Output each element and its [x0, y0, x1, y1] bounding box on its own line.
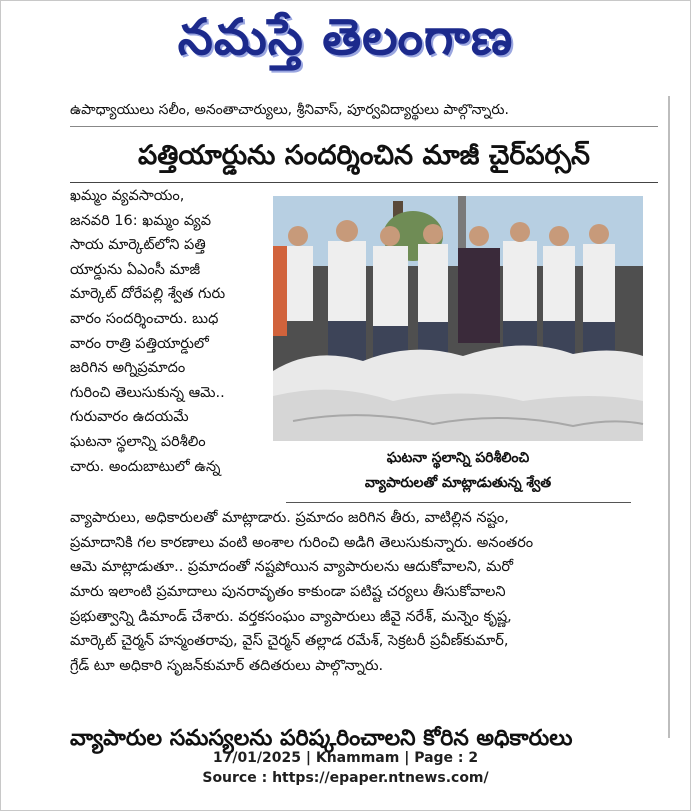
photo-illustration	[273, 196, 643, 441]
body-line: ఆమె మాట్లాడుతూ.. ప్రమాదంతో నష్టపోయిన వ్యాపారులను ఆదుకోవాలని, మరో	[70, 559, 514, 576]
divider	[286, 502, 631, 503]
next-headline-cutoff	[70, 724, 658, 751]
caption-line: ఘటనా స్థలాన్ని పరిశీలించి	[386, 450, 530, 466]
article-narrow-column	[70, 184, 264, 479]
body-line: జరిగిన అగ్నిప్రమాదం	[70, 360, 186, 377]
divider	[70, 182, 658, 183]
body-line: సాయ మార్కెట్‌లోని పత్తి	[70, 237, 206, 254]
previous-article-tail: ఉపాధ్యాయులు సలీం, అనంతాచార్యులు, శ్రీనివాస్, పూర్వవిద్యార్థులు పాల్గొన్నారు.	[70, 102, 509, 118]
body-line: ప్రభుత్వాన్ని డిమాండ్ చేశారు. వర్తకసంఘం వ్యాపారులు జీవై నరేశ్, మన్నెం కృష్ణ,	[70, 608, 512, 625]
body-line: ఖమ్మం వ్యవసాయం,	[70, 188, 185, 204]
divider	[70, 126, 658, 127]
body-line: గ్రేడ్ టూ అధికారి సృజన్‌కుమార్ తదితరులు పాల్గొన్నారు.	[70, 658, 384, 675]
body-line: వారం రాత్రి పత్తియార్డులో	[70, 335, 209, 352]
footer-source-line: Source : https://epaper.ntnews.com/	[202, 770, 489, 786]
body-line: జనవరి 16: ఖమ్మం వ్యవ	[70, 212, 211, 229]
body-line: వ్యాపారులు, అధికారులతో మాట్లాడారు. ప్రమాదం జరిగిన తీరు, వాటిల్లిన నష్టం,	[70, 510, 509, 526]
body-line: గురువారం ఉదయమే	[70, 409, 189, 426]
body-line: గురించి తెలుసుకున్న ఆమె..	[70, 384, 225, 401]
body-line: యార్డును ఏఎంసీ మాజీ	[70, 261, 201, 278]
caption-line: వ్యాపారులతో మాట్లాడుతున్న శ్వేత	[364, 475, 552, 491]
body-line: చారు. అందుబాటులో ఉన్న	[70, 458, 221, 475]
article-headline: పత్తియార్డును సందర్శించిన మాజీ చైర్‌పర్సన్	[138, 140, 590, 171]
newspaper-masthead	[0, 4, 691, 82]
body-line: వారం సందర్శించారు. బుధ	[70, 310, 219, 327]
body-line: ప్రమాదానికి గల కారణాలు వంటి అంశాల గురించి అడిగి తెలుసుకున్నారు. అనంతరం	[70, 534, 534, 551]
masthead-title: నమస్తే తెలంగాణ	[177, 7, 514, 66]
article-wide-text	[70, 506, 660, 679]
news-photo	[273, 196, 643, 441]
page-footer	[0, 748, 691, 788]
cutoff-text: వ్యాపారుల సమస్యలను పరిష్కరించాలని కోరిన అధికారులు	[70, 726, 573, 751]
body-line: మారు ఇలాంటి ప్రమాదాలు పునరావృతం కాకుండా పటిష్ట చర్యలు తీసుకోవాలని	[70, 584, 506, 601]
body-line: మార్కెట్ దోరేపల్లి శ్వేత గురు	[70, 286, 226, 303]
footer-date-line: 17/01/2025 | Khammam | Page : 2	[212, 750, 479, 766]
body-line: ఘటనా స్థలాన్ని పరిశీలిం	[70, 433, 206, 450]
body-line: మార్కెట్ చైర్మన్ హన్మంతరావు, వైస్ చైర్మన్ తల్లాడ రమేశ్, సెక్రటరీ ప్రవీణ్‌కుమార్,	[70, 633, 509, 650]
article-clipping	[60, 96, 670, 751]
photo-caption	[273, 446, 643, 496]
